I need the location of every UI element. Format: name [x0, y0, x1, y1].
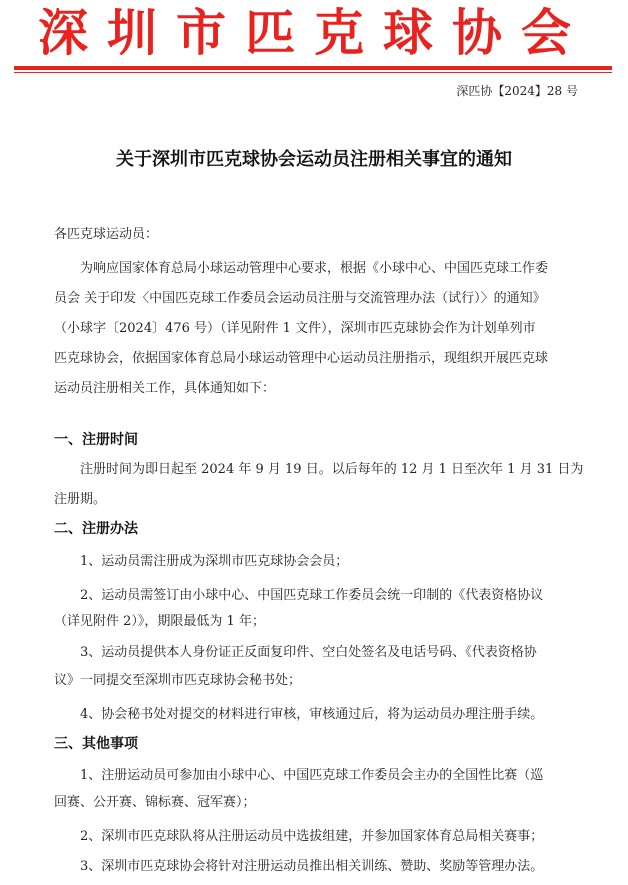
section-line: 1、运动员需注册成为深圳市匹克球协会会员； — [80, 554, 349, 569]
section-line: 议》一同提交至深圳市匹克球协会秘书处； — [54, 673, 302, 688]
letterhead: 深圳市匹克球协会 — [38, 4, 590, 62]
intro-line: 运动员注册相关工作，具体通知如下： — [54, 381, 276, 396]
section-line: 回赛、公开赛、锦标赛、冠军赛）； — [54, 795, 256, 810]
intro-line: （小球字〔2024〕476 号）（详见附件 1 文件），深圳市匹克球协会作为计划单列市 — [54, 321, 536, 336]
section-heading: 三、其他事项 — [54, 736, 138, 752]
intro-line: 员会 关于印发〈中国匹克球工作委员会运动员注册与交流管理办法（试行）〉的通知》 — [54, 291, 546, 306]
document-title: 关于深圳市匹克球协会运动员注册相关事宜的通知 — [116, 149, 512, 170]
section-line: 2、运动员需签订由小球中心、中国匹克球工作委员会统一印制的《代表资格协议 — [80, 588, 544, 603]
section-line: 1、注册运动员可参加由小球中心、中国匹克球工作委员会主办的全国性比赛（巡 — [80, 768, 544, 783]
intro-line: 匹克球协会，依据国家体育总局小球运动管理中心运动员注册指示，现组织开展匹克球 — [54, 351, 549, 366]
letterhead-rule-thick — [14, 66, 612, 70]
section-line: 3、运动员提供本人身份证正反面复印件、空白处签名及电话号码、《代表资格协 — [80, 645, 537, 660]
intro-line: 为响应国家体育总局小球运动管理中心要求，根据《小球中心、中国匹克球工作委 — [80, 261, 549, 276]
letterhead-rule-thin — [14, 72, 612, 73]
section-line: 注册时间为即日起至 2024 年 9 月 19 日。以后每年的 12 月 1 日至次年 1 月 31 日为 — [80, 462, 584, 477]
section-line: 4、协会秘书处对提交的材料进行审核，审核通过后，将为运动员办理注册手续。 — [80, 707, 544, 722]
section-line: 3、深圳市匹克球协会将针对注册运动员推出相关训练、赞助、奖励等管理办法。 — [80, 859, 544, 874]
section-heading: 二、注册办法 — [54, 521, 138, 537]
document-number: 深匹协【2024】28 号 — [456, 84, 578, 98]
section-line: 注册期。 — [54, 492, 107, 507]
salutation: 各匹克球运动员： — [54, 227, 159, 242]
section-line: 2、深圳市匹克球队将从注册运动员中选拔组建，并参加国家体育总局相关赛事； — [80, 829, 544, 844]
section-line: （详见附件 2）》，期限最低为 1 年； — [54, 614, 265, 629]
section-heading: 一、注册时间 — [54, 432, 138, 448]
